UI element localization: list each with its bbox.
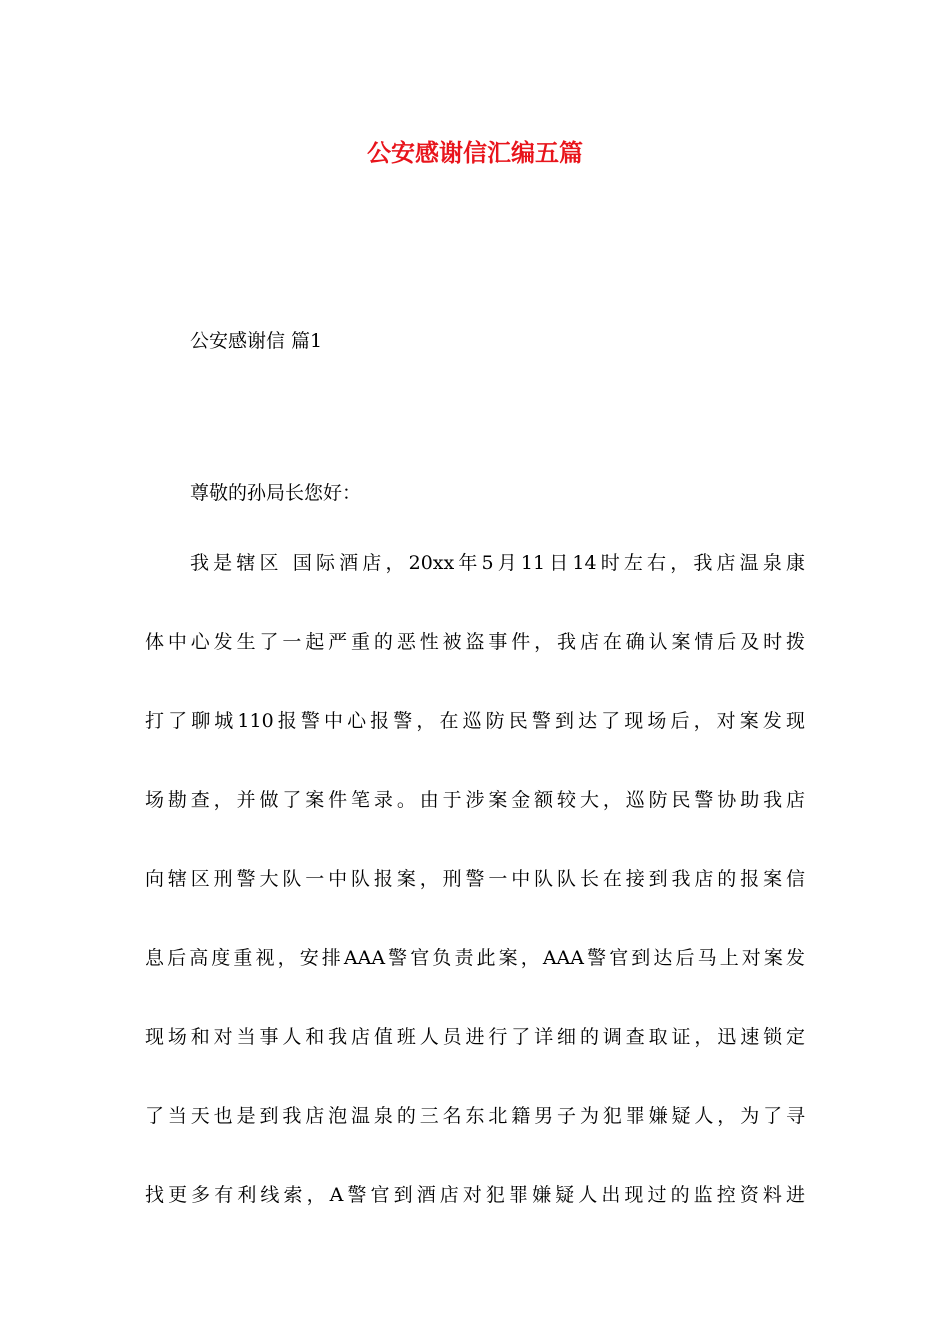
body-line: 向辖区刑警大队一中队报案，刑警一中队队长在接到我店的报案信 xyxy=(145,868,805,890)
body-line: 息后高度重视，安排AAA警官负责此案，AAA警官到达后马上对案发 xyxy=(145,947,805,969)
body-line: 了当天也是到我店泡温泉的三名东北籍男子为犯罪嫌疑人，为了寻 xyxy=(145,1105,805,1127)
body-line: 体中心发生了一起严重的恶性被盗事件，我店在确认案情后及时拨 xyxy=(145,631,805,653)
body-line: 场勘查，并做了案件笔录。由于涉案金额较大，巡防民警协助我店 xyxy=(145,789,805,811)
body-line: 打了聊城110报警中心报警，在巡防民警到达了现场后，对案发现 xyxy=(145,710,805,732)
body-line: 我是辖区 国际酒店，20xx年5月11日14时左右，我店温泉康 xyxy=(190,552,805,574)
salutation: 尊敬的孙局长您好： xyxy=(190,482,362,504)
section-heading: 公安感谢信 篇1 xyxy=(190,330,323,352)
letter-body xyxy=(145,548,805,1259)
document-title: 公安感谢信汇编五篇 xyxy=(367,138,583,167)
body-line: 找更多有利线索，A警官到酒店对犯罪嫌疑人出现过的监控资料进 xyxy=(145,1184,805,1206)
body-line: 现场和对当事人和我店值班人员进行了详细的调查取证，迅速锁定 xyxy=(145,1026,805,1048)
